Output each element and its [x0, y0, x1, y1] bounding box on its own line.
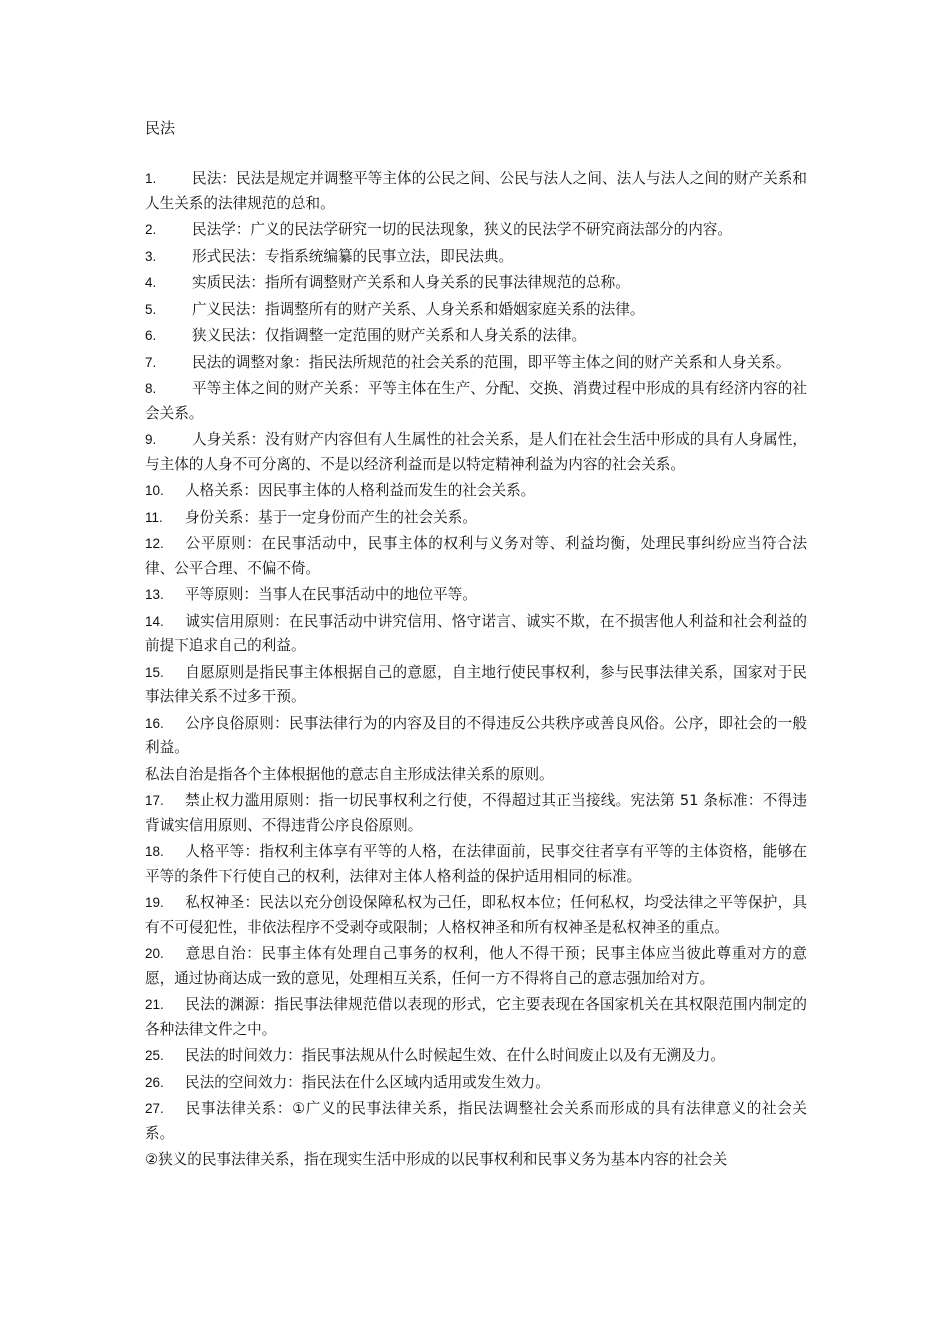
item-text: 公序良俗原则：民事法律行为的内容及目的不得违反公共秩序或善良风俗。公序，即社会的一般利益。 — [145, 714, 807, 756]
item-number: 4. — [145, 275, 157, 290]
item-text: 自愿原则是指民事主体根据自己的意愿，自主地行使民事权利，参与民事法律关系，国家对于民事法律关系不过多干预。 — [145, 663, 807, 705]
item-text: 民法学：广义的民法学研究一切的民法现象，狭义的民法学不研究商法部分的内容。 — [192, 221, 732, 238]
item-number: 19. — [145, 895, 164, 910]
item-text: 形式民法：专指系统编纂的民事立法，即民法典。 — [192, 247, 514, 265]
item-text: 民法：民法是规定并调整平等主体的公民之间、公民与法人之间、法人与法人之间的财产关系和人生关系的法律规范的总和。 — [145, 170, 807, 212]
paragraph: 私法自治是指各个主体根据他的意志自主形成法律关系的原则。 — [145, 765, 554, 783]
list-item — [145, 1044, 807, 1069]
item-number: 21. — [145, 997, 164, 1012]
item-number: 7. — [145, 354, 157, 370]
item-text: 公平原则：在民事活动中，民事主体的权利与义务对等、利益均衡，处理民事纠纷应当符合法律、公平合理、不偏不倚。 — [145, 535, 807, 577]
item-number: 26. — [145, 1074, 164, 1090]
item-number: 27. — [145, 1101, 164, 1116]
list-item — [145, 218, 807, 243]
item-number: 14. — [145, 613, 164, 629]
list-item — [145, 167, 807, 216]
list-item — [145, 891, 807, 940]
item-number: 12. — [145, 536, 164, 551]
item-number: 13. — [145, 587, 164, 602]
list-item — [145, 351, 807, 376]
list-item — [145, 840, 807, 889]
item-text: 民法的调整对象：指民法所规范的社会关系的范围，即平等主体之间的财产关系和人身关系。 — [192, 353, 791, 371]
list-item — [145, 479, 807, 504]
item-number: 5. — [145, 301, 157, 317]
item-text: 实质民法：指所有调整财产关系和人身关系的民事法律规范的总称。 — [192, 274, 630, 291]
list-item — [145, 377, 807, 426]
paragraph: ②狭义的民事法律关系，指在现实生活中形成的以民事权利和民事义务为基本内容的社会关 — [145, 1151, 728, 1168]
item-text: 广义民法：指调整所有的财产关系、人身关系和婚姻家庭关系的法律。 — [192, 300, 645, 318]
item-text: 人格关系：因民事主体的人格利益而发生的社会关系。 — [185, 482, 536, 499]
item-number: 6. — [145, 328, 157, 343]
list-item — [145, 428, 807, 477]
item-text: 平等原则：当事人在民事活动中的地位平等。 — [185, 586, 477, 603]
item-text: 人格平等：指权利主体享有平等的人格，在法律面前，民事交往者享有平等的主体资格，能够在平等的条件下行使自己的权利，法律对主体人格利益的保护适用相同的标准。 — [145, 843, 807, 885]
item-number: 25. — [145, 1048, 164, 1063]
list-item — [145, 583, 807, 608]
list-item — [145, 271, 807, 296]
item-text: 意思自治：民事主体有处理自己事务的权利，他人不得干预；民事主体应当彼此尊重对方的意愿，通过协商达成一致的意见，处理相互关系，任何一方不得将自己的意志强加给对方。 — [145, 945, 807, 987]
list-item — [145, 993, 807, 1042]
item-number: 11. — [145, 509, 163, 525]
list-item — [145, 712, 807, 761]
item-number: 1. — [145, 171, 157, 186]
item-number: 2. — [145, 222, 157, 237]
item-text: 私权神圣：民法以充分创设保障私权为己任，即私权本位；任何私权，均受法律之平等保护，具有不可侵犯性，非依法程序不受剥夺或限制；人格权神圣和所有权神圣是私权神圣的重点。 — [145, 894, 807, 936]
item-number: 18. — [145, 844, 164, 859]
list-item — [145, 1097, 807, 1146]
page-title: 民法 — [145, 119, 176, 137]
item-text: 平等主体之间的财产关系：平等主体在生产、分配、交换、消费过程中形成的具有经济内容的社会关系。 — [145, 380, 807, 422]
document-body — [145, 167, 807, 1175]
item-number: 8. — [145, 381, 157, 396]
list-item — [145, 942, 807, 991]
list-item — [145, 789, 807, 838]
item-text: 诚实信用原则：在民事活动中讲究信用、恪守诺言、诚实不欺，在不损害他人利益和社会利益的前提下追求自己的利益。 — [145, 612, 807, 654]
item-text: 人身关系：没有财产内容但有人生属性的社会关系，是人们在社会生活中形成的具有人身属性，与主体的人身不可分离的、不是以经济利益而是以特定精神利益为内容的社会关系。 — [145, 431, 807, 473]
list-item — [145, 1071, 807, 1096]
item-text: 民法的空间效力：指民法在什么区域内适用或发生效力。 — [185, 1073, 550, 1091]
item-text: 禁止权力滥用原则：指一切民事权利之行使，不得超过其正当接线。宪法第 51 条标准：不得违背诚实信用原则、不得违背公序良俗原则。 — [145, 792, 807, 834]
list-item — [145, 506, 807, 531]
list-item — [145, 661, 807, 710]
list-item — [145, 245, 807, 270]
item-text: 身份关系：基于一定身份而产生的社会关系。 — [185, 508, 477, 526]
list-item — [145, 324, 807, 349]
item-text: 民法的渊源：指民事法律规范借以表现的形式，它主要表现在各国家机关在其权限范围内制定的各种法律文件之中。 — [145, 996, 807, 1038]
item-number: 15. — [145, 664, 164, 680]
list-item — [145, 532, 807, 581]
item-number: 9. — [145, 432, 157, 447]
item-number: 3. — [145, 248, 157, 264]
item-text: 民事法律关系：①广义的民事法律关系，指民法调整社会关系而形成的具有法律意义的社会关系。 — [145, 1100, 807, 1142]
item-text: 狭义民法：仅指调整一定范围的财产关系和人身关系的法律。 — [192, 327, 587, 344]
item-number: 10. — [145, 483, 164, 498]
item-number: 20. — [145, 946, 164, 961]
item-text: 民法的时间效力：指民事法规从什么时候起生效、在什么时间废止以及有无溯及力。 — [185, 1047, 725, 1064]
item-number: 16. — [145, 715, 164, 731]
list-item — [145, 298, 807, 323]
list-item — [145, 610, 807, 659]
item-number: 17. — [145, 793, 164, 808]
